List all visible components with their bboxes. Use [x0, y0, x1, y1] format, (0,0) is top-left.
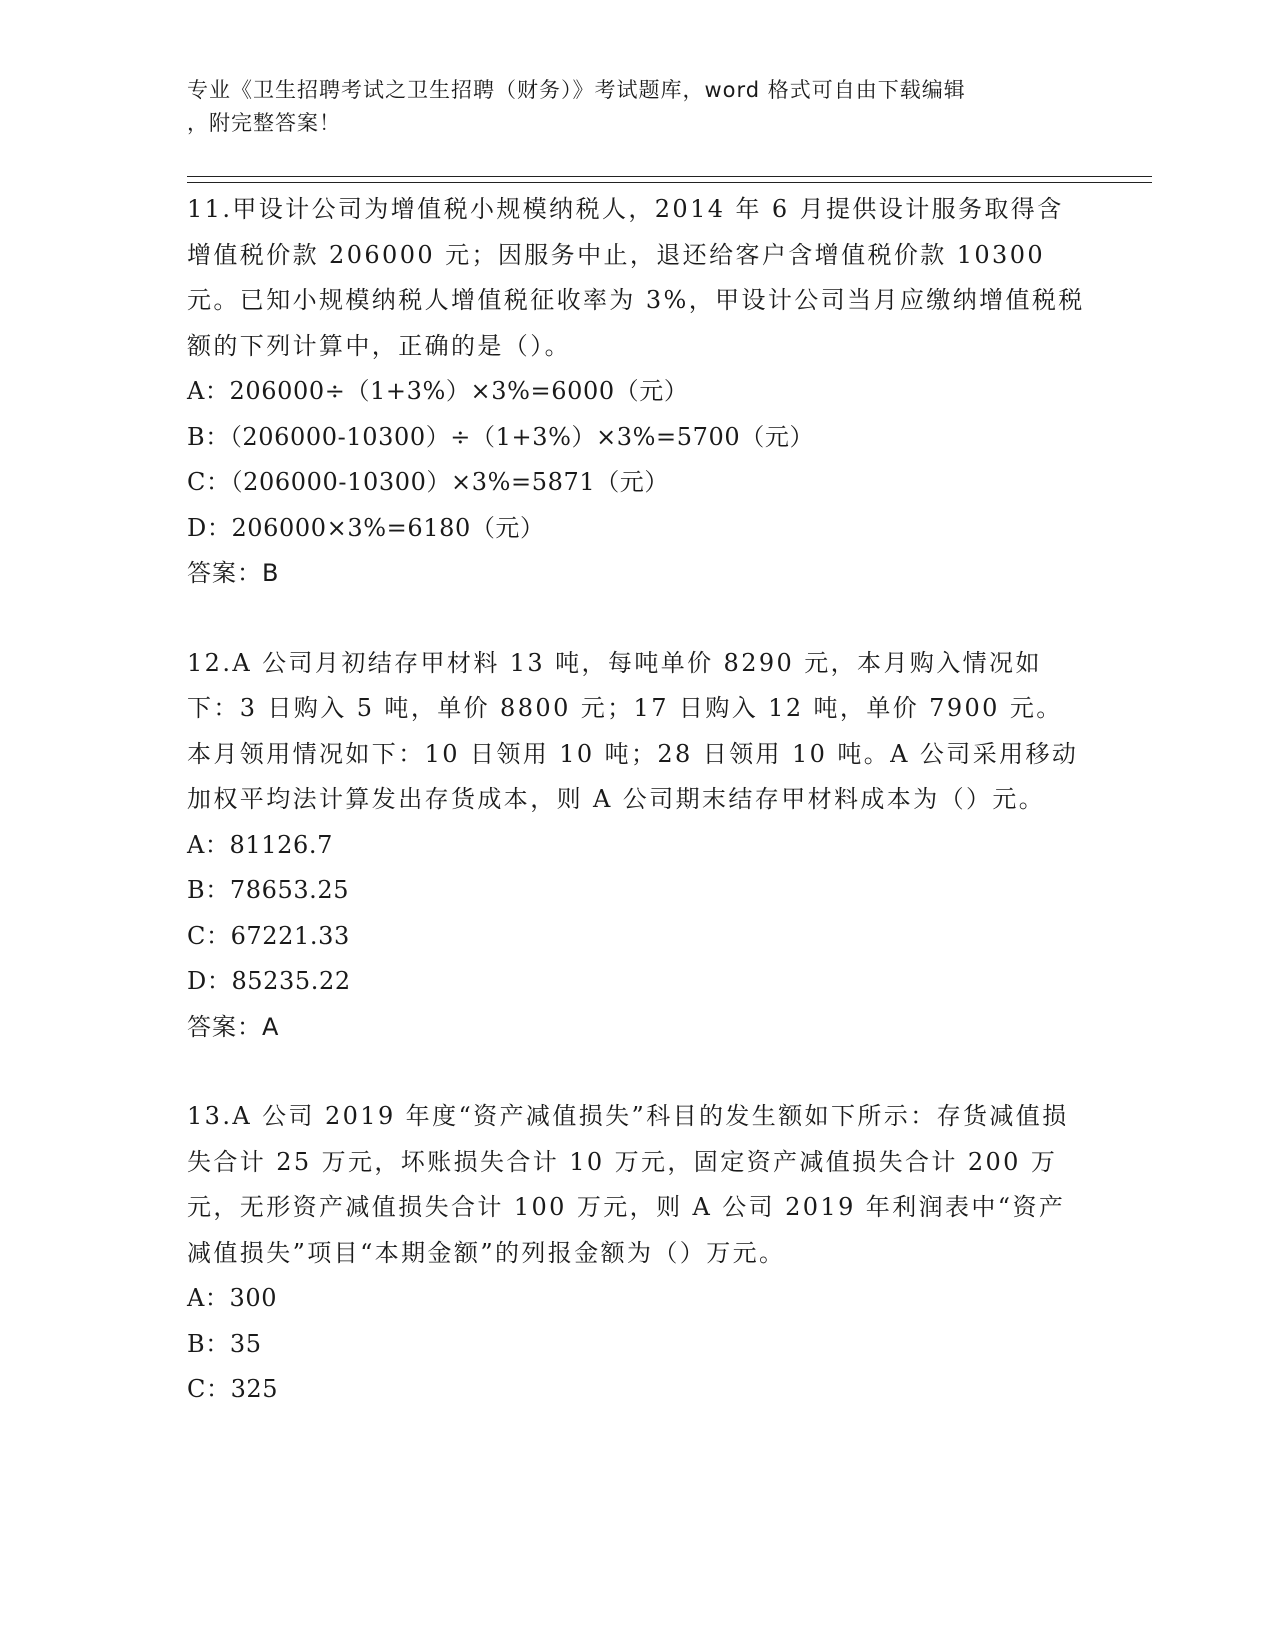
document-header	[187, 74, 1067, 140]
option-a: A：206000÷（1+3%）×3%=6000（元）	[187, 377, 689, 405]
question-spacer	[187, 597, 1087, 641]
option-b: B：35	[187, 1329, 262, 1358]
option-a: A：81126.7	[187, 830, 333, 859]
answer-line: 答案：A	[187, 1012, 280, 1041]
option-a: A：300	[187, 1284, 278, 1312]
answer-line: 答案：B	[187, 559, 280, 587]
header-line-2: ，附完整答案！	[187, 111, 341, 135]
question-12	[187, 641, 1087, 1051]
option-d: D：206000×3%=6180（元）	[187, 513, 545, 542]
header-line-1: 专业《卫生招聘考试之卫生招聘（财务）》考试题库，word 格式可自由下载编辑	[187, 78, 966, 102]
option-b: B：78653.25	[187, 876, 350, 904]
question-11	[187, 187, 1087, 597]
question-spacer	[187, 1050, 1087, 1094]
question-stem: 13.A 公司 2019 年度“资产减值损失”科目的发生额如下所示：存货减值损失合计 25 万元，坏账损失合计 10 万元，固定资产减值损失合计 200 万元，无形资产减值损失合计 100 万元，则 A 公司 2019 年利润表中“资产减值损失”项目“本期金额”的列报金额为（）万元。	[187, 1102, 1069, 1267]
option-c: C：325	[187, 1375, 279, 1403]
question-list	[187, 187, 1087, 1413]
question-stem: 12.A 公司月初结存甲材料 13 吨，每吨单价 8290 元，本月购入情况如下：3 日购入 5 吨，单价 8800 元；17 日购入 12 吨，单价 7900 元。本月领用情况如下：10 日领用 10 吨；28 日领用 10 吨。A 公司采用移动加权平均法计算发出存货成本，则 A 公司期末结存甲材料成本为（）元。	[187, 648, 1079, 813]
question-13	[187, 1094, 1087, 1413]
option-c: C：67221.33	[187, 921, 350, 950]
question-stem: 11.甲设计公司为增值税小规模纳税人，2014 年 6 月提供设计服务取得含增值税价款 206000 元；因服务中止，退还给客户含增值税价款 10300 元。已知小规模纳税人增值税征收率为 3%，甲设计公司当月应缴纳增值税税额的下列计算中，正确的是（）。	[187, 195, 1085, 360]
option-b: B：（206000-10300）÷（1+3%）×3%=5700（元）	[187, 422, 815, 451]
option-c: C：（206000-10300）×3%=5871（元）	[187, 468, 670, 496]
header-divider-top	[187, 176, 1152, 177]
option-d: D：85235.22	[187, 967, 351, 995]
header-divider-bottom	[187, 182, 1152, 183]
